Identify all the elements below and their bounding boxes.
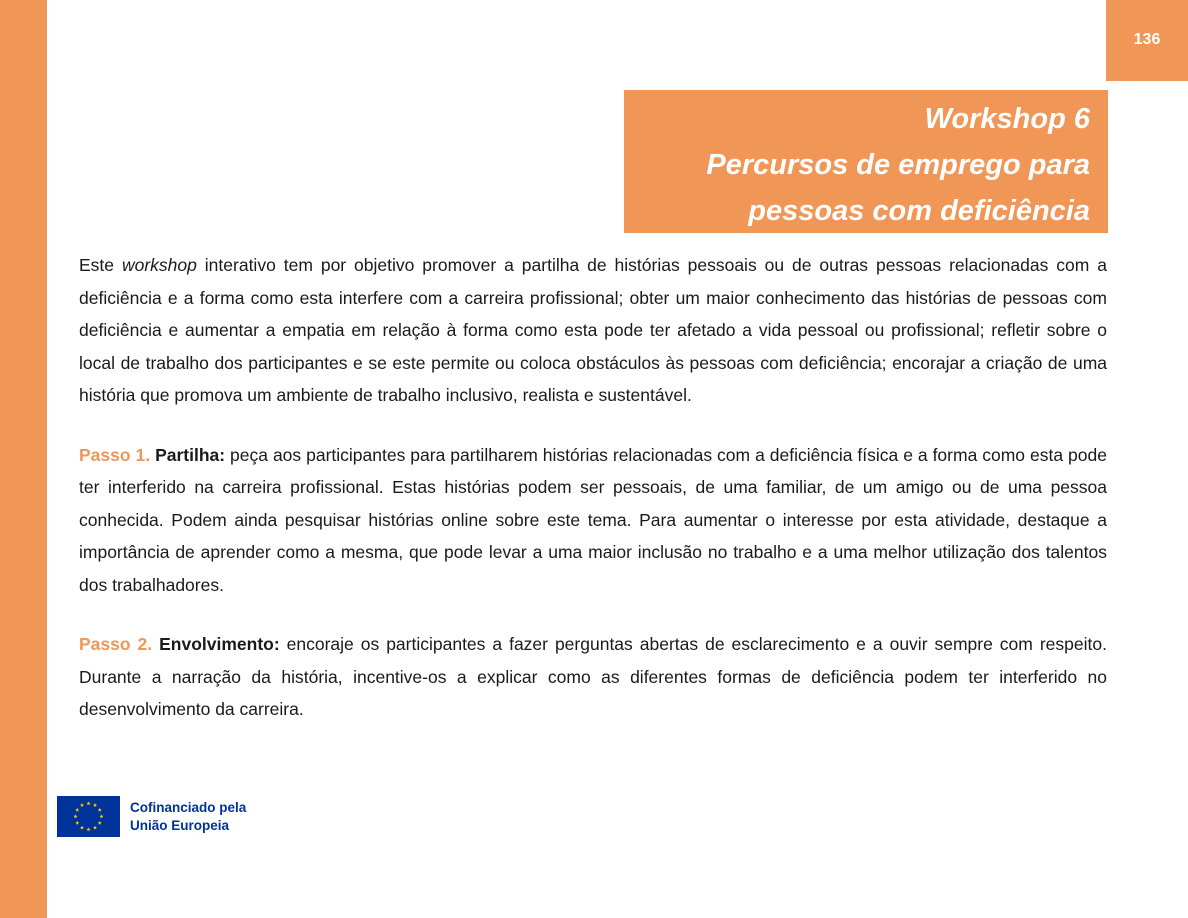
intro-paragraph [79,249,1107,412]
title-line-2: Percursos de emprego para [706,149,1090,181]
eu-star-icon [73,814,77,818]
eu-flag-icon [57,796,120,837]
eu-star-icon [99,814,103,818]
eu-logo-line-2: União Europeia [130,817,230,833]
eu-logo-text [130,799,246,835]
intro-italic-word: workshop [121,255,197,275]
eu-stars-icon [57,796,120,837]
page-number: 136 [1133,30,1161,48]
intro-prefix: Este [79,255,122,275]
eu-star-icon [80,826,84,830]
workshop-title-box [624,90,1108,233]
eu-star-icon [75,808,79,812]
step-1-title: Partilha: [155,444,226,465]
eu-star-icon [80,803,84,807]
left-accent-bar [0,0,47,918]
eu-star-icon [86,827,90,831]
eu-star-icon [98,808,102,812]
eu-logo-line-1: Cofinanciado pela [130,799,247,815]
step-1-text: peça aos participantes para partilharem histórias relacionadas com a deficiência física e a forma como esta pode ter interferido na carreira profissional. Estas histórias podem ser pessoais, de uma familiar, de um amigo ou de uma pessoa conhecida. Podem ainda pesquisar histórias online sobre este tema. Para aumentar o interesse por esta atividade, destaque a importância de aprender como a mesma, que pode levar a uma maior inclusão no trabalho e a uma melhor utilização dos talentos dos trabalhadores. [79,444,1107,595]
title-line-1: Workshop 6 [924,103,1090,135]
eu-star-icon [86,801,90,805]
step-1-paragraph [79,439,1107,602]
eu-star-icon [93,826,97,830]
intro-text: interativo tem por objetivo promover a partilha de histórias pessoais ou de outras pessoas relacionadas com a deficiência e a forma como esta interfere com a carreira profissional; obter um maior conhecimento das histórias de pessoas com deficiência e aumentar a empatia em relação à forma como esta pode ter afetado a vida pessoal ou profissional; refletir sobre o local de trabalho dos participantes e se este permite ou coloca obstáculos às pessoas com deficiência; encorajar a criação de uma história que promova um ambiente de trabalho inclusivo, realista e sustentável. [79,255,1107,405]
eu-cofunding-logo [57,796,246,837]
step-2-text: encoraje os participantes a fazer perguntas abertas de esclarecimento e a ouvir sempre com respeito. Durante a narração da história, incentive-os a explicar como as diferentes formas de deficiência podem ter interferido no desenvolvimento da carreira. [79,634,1107,719]
step-2-title: Envolvimento: [159,634,280,654]
step-2-paragraph [79,628,1107,726]
eu-star-icon [75,821,79,825]
page-number-box [1106,0,1188,81]
eu-star-icon [98,821,102,825]
main-content [79,249,1107,726]
eu-star-icon [93,803,97,807]
title-line-3: pessoas com deficiência [748,195,1090,227]
step-1-label: Passo 1. [79,444,151,465]
step-2-label: Passo 2. [79,634,153,654]
